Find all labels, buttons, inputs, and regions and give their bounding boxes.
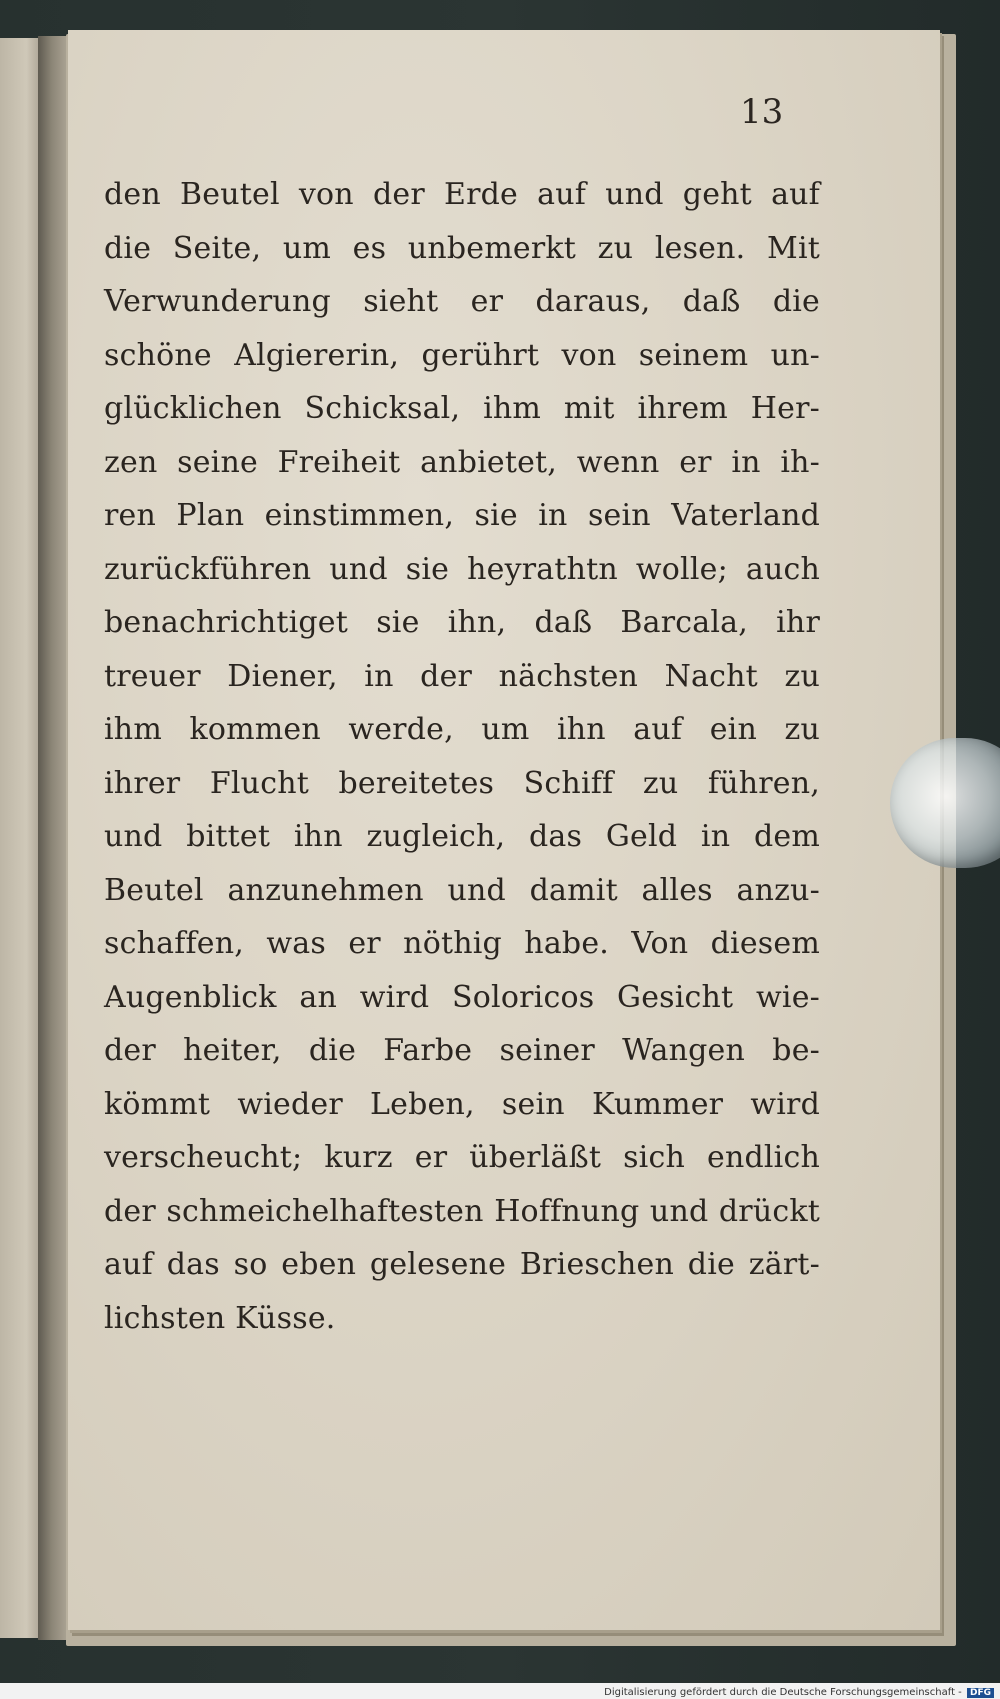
credit-text: Digitalisierung gefördert durch die Deutsche Forschungsgemeinschaft - <box>604 1687 962 1698</box>
text-line: der schmeichelhaftesten Hoffnung und drückt <box>104 1193 820 1229</box>
text-line: kömmt wieder Leben, sein Kummer wird <box>104 1086 820 1122</box>
text-line: schöne Algiererin, gerührt von seinem un- <box>104 337 820 373</box>
text-line: auf das so eben gelesene Brieschen die zärt- <box>104 1247 820 1282</box>
text-line: Beutel anzunehmen und damit alles anzu- <box>104 872 820 908</box>
text-line: Verwunderung sieht er daraus, daß die <box>104 284 820 319</box>
text-line: ren Plan einstimmen, sie in sein Vaterland <box>104 498 820 533</box>
page-text-block <box>104 168 820 1345</box>
text-line: zurückführen und sie heyrathtn wolle; auch <box>104 551 820 587</box>
text-line: ihrer Flucht bereitetes Schiff zu führen, <box>104 765 820 801</box>
footer-strip <box>0 1683 1000 1699</box>
dfg-logo: DFG <box>967 1688 994 1698</box>
text-line: der heiter, die Farbe seiner Wangen be- <box>104 1033 820 1068</box>
text-line: schaffen, was er nöthig habe. Von diesem <box>104 926 820 961</box>
text-line: zen seine Freiheit anbietet, wenn er in ih- <box>104 444 820 480</box>
text-line: den Beutel von der Erde auf und geht auf <box>104 177 820 212</box>
text-line: die Seite, um es unbemerkt zu lesen. Mit <box>104 230 820 266</box>
text-line: treuer Diener, in der nächsten Nacht zu <box>104 658 820 694</box>
text-line: und bittet ihn zugleich, das Geld in dem <box>104 819 820 854</box>
text-line: ihm kommen werde, um ihn auf ein zu <box>104 712 820 747</box>
text-line: lichsten Küsse. <box>104 1300 336 1336</box>
text-line: Augenblick an wird Soloricos Gesicht wie- <box>104 979 820 1015</box>
text-line: glücklichen Schicksal, ihm mit ihrem Her- <box>104 391 820 426</box>
text-line: benachrichtiget sie ihn, daß Barcala, ihr <box>104 605 820 640</box>
text-line: verscheucht; kurz er überläßt sich endlich <box>104 1140 820 1175</box>
page-number: 13 <box>740 92 784 132</box>
digitization-credit <box>604 1687 994 1698</box>
